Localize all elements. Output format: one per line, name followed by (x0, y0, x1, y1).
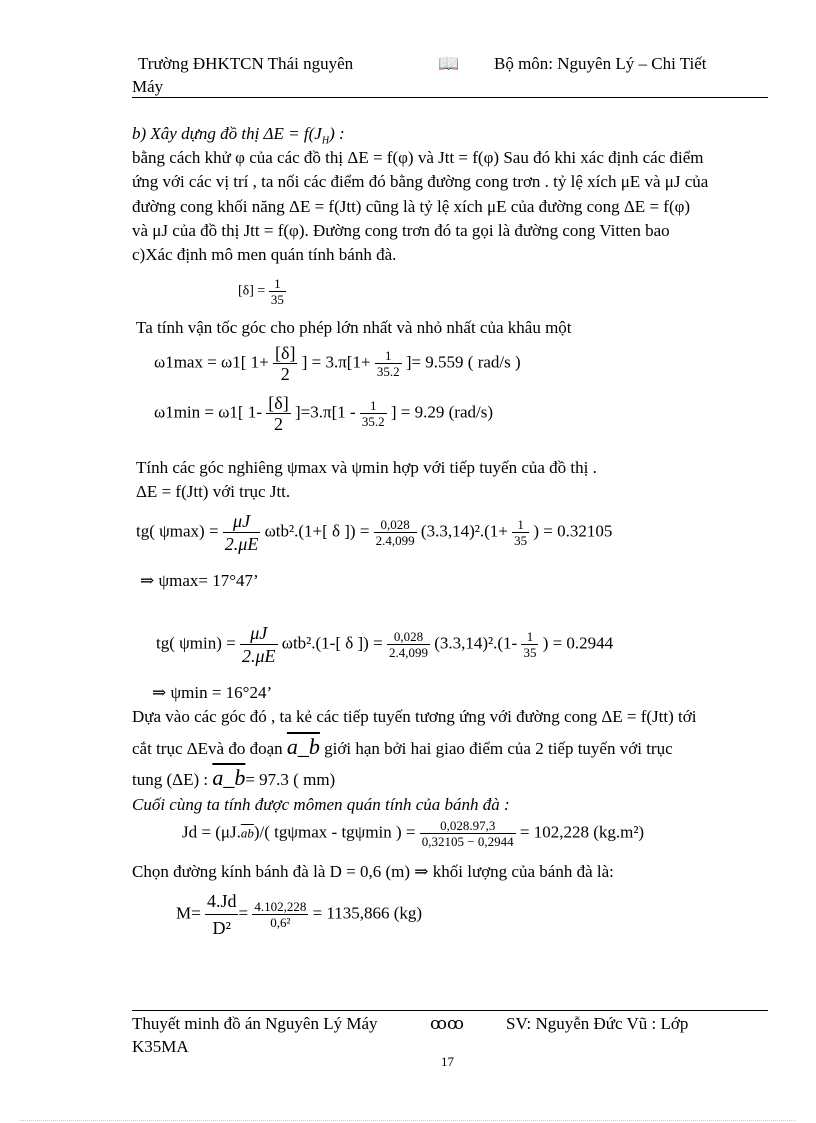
paragraph-line: đường cong khối năng ΔE = f(Jtt) cũng là tỷ lệ xích μE của đường cong ΔE = f(φ) (132, 197, 691, 216)
paragraph-line: Tính các góc nghiêng ψmax và ψmin hợp với tiếp tuyến của đồ thị . (136, 458, 597, 477)
segment-ab: a_b (286, 734, 320, 759)
ornament-icon: ꝏꝏ (430, 1014, 464, 1033)
psi-min-result: ⇒ ψmin = 16°24’ (152, 683, 273, 702)
paragraph-line: Ta tính vận tốc góc cho phép lớn nhất và nhỏ nhất của khâu một (136, 318, 572, 337)
footer-continuation: K35MA (132, 1037, 189, 1056)
footer-student: SV: Nguyễn Đức Vũ : Lớp (506, 1014, 689, 1033)
tg-psi-max-equation: tg( ψmax) = $\frac{\mu J}{2.\mu E}$ ωtb².(1+[ δ ]) = $\frac{0,028}{2.4,099}$ (3.3,14)².(1+ $\frac{1}{35}$ ) = 0.32105 (136, 511, 613, 554)
header-continuation: Máy (132, 77, 164, 96)
paragraph-line: Dựa vào các góc đó , ta kẻ các tiếp tuyến tương ứng với đường cong ΔE = f(Jtt) tới (132, 707, 697, 726)
tg-psi-min-equation: tg( ψmin) = $\frac{\mu J}{2.\mu E}$ ωtb².(1-[ δ ]) = $\frac{0,028}{2.4,099}$ (3.3,14)².(1- $\frac{1}{35}$ ) = 0.2944 (156, 623, 614, 666)
omega-min-equation: ω1min = ω1[ 1- $\frac{[\delta]}{2}$ ]=3.π[1 - $\frac{1}{35.2}$ ] = 9.29 (rad/s) (154, 393, 494, 434)
segment-ab: a_b (212, 765, 246, 790)
section-c-heading: c)Xác định mô men quán tính bánh đà. (132, 245, 397, 264)
footer-title: Thuyết minh đồ án Nguyên Lý Máy (132, 1014, 378, 1033)
paragraph-line: bằng cách khử φ của các đồ thị ΔE = f(φ) và Jtt = f(φ) Sau đó khi xác định các điểm (132, 148, 704, 167)
paragraph-line: ứng với các vị trí , ta nối các điểm đó bằng đường cong trơn . tỷ lệ xích μE và μJ của (132, 172, 709, 191)
header-school: Trường ĐHKTCN Thái nguyên (138, 54, 354, 73)
paragraph-line: tung (ΔE) : a_b= 97.3 ( mm) (132, 765, 336, 790)
footer-rule (132, 1010, 768, 1011)
omega-max-equation: ω1max = ω1[ 1+ $\frac{[\delta]}{2}$ ] = 3.π[1+ $\frac{1}{35.2}$ ]= 9.559 ( rad/s ) (154, 343, 521, 384)
header-department: Bộ môn: Nguyên Lý – Chi Tiết (494, 54, 707, 73)
paragraph-line: Cuối cùng ta tính được mômen quán tính của bánh đà : (132, 795, 510, 814)
mass-equation: M= $\frac{4.Jd}{\text{D²}}$ = $\frac{4.102,228}{\text{0,6²}}$ = 1135,866 (kg) (176, 888, 422, 941)
psi-max-result: ⇒ ψmax= 17°47’ (140, 571, 259, 590)
paragraph-line: ΔE = f(Jtt) với trục Jtt. (136, 482, 291, 501)
delta-equation: [δ] = $\frac{1}{35}$ (238, 276, 284, 307)
paragraph-line: và μJ của đồ thị Jtt = f(φ). Đường cong trơn đó ta gọi là đường cong Vitten bao (132, 221, 670, 240)
book-icon: 📖 (438, 54, 460, 73)
page-edge (20, 1120, 796, 1121)
section-b-heading: b) Xây dựng đồ thị $\Delta E = f(J_H)$ : (132, 124, 345, 147)
header-rule (132, 97, 768, 98)
jd-equation: $Jd = (\mu J.\overline{ab})/$( tgψmax - tgψmin ) = $\frac{0,028.97,3}{0,32105 - 0,2944}$ = 102,228 (kg.m²) (182, 818, 645, 849)
paragraph-line: cắt trục ΔEvà đo đoạn a_b giới hạn bởi hai giao điểm của 2 tiếp tuyến với trục (132, 734, 673, 759)
paragraph-line: Chọn đường kính bánh đà là D = 0,6 (m) ⇒ khối lượng của bánh đà là: (132, 862, 614, 881)
page-number: 17 (441, 1054, 454, 1069)
